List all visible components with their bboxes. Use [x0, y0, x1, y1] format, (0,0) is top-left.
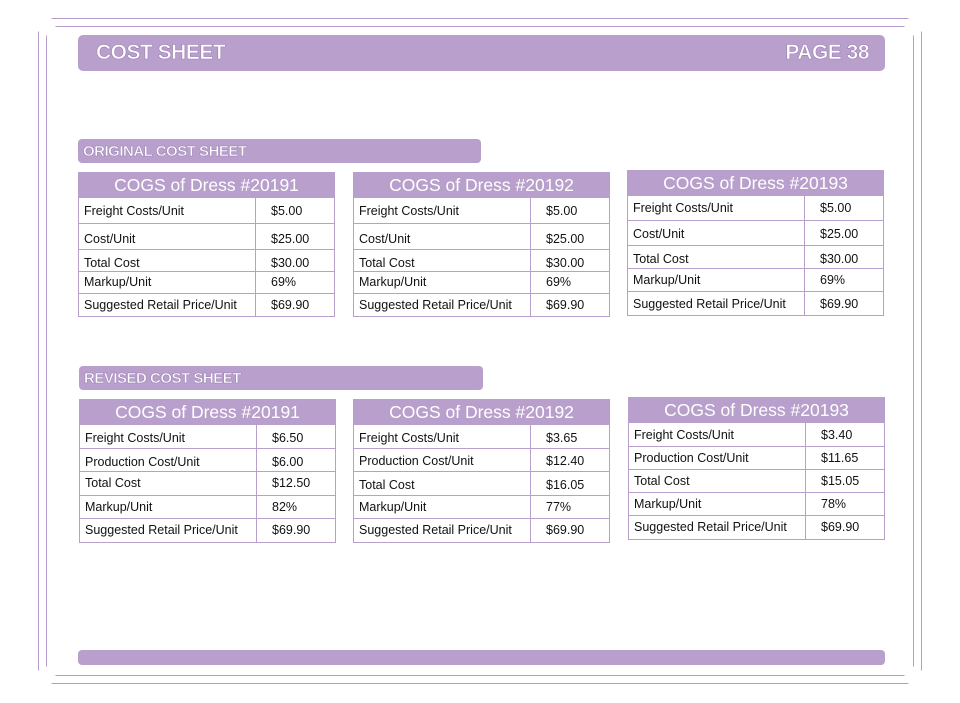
row-value: 69% [820, 273, 846, 287]
page-header [78, 35, 885, 71]
row-label: Suggested Retail Price/Unit [628, 292, 805, 315]
table-row [629, 446, 884, 469]
table-row [354, 223, 609, 249]
row-label: Markup/Unit [628, 269, 805, 291]
table-row [354, 197, 609, 223]
row-value: $3.40 [821, 428, 853, 442]
row-value: $3.65 [546, 431, 578, 445]
row-label: Markup/Unit [354, 272, 531, 293]
row-label: Markup/Unit [354, 496, 531, 518]
row-value: 69% [546, 275, 572, 289]
row-label: Production Cost/Unit [629, 447, 806, 469]
row-value: $30.00 [271, 256, 310, 270]
table-row [354, 448, 609, 471]
row-label: Cost/Unit [79, 224, 256, 249]
row-value: $69.90 [546, 298, 585, 312]
row-label: Suggested Retail Price/Unit [629, 516, 806, 539]
row-value: $11.65 [821, 451, 859, 465]
row-value: $6.50 [272, 431, 304, 445]
row-label: Cost/Unit [354, 224, 531, 249]
table-row [354, 495, 609, 518]
revised-section-label: REVISED COST SHEET [84, 370, 241, 387]
row-label: Suggested Retail Price/Unit [354, 294, 531, 316]
page-title: COST SHEET [96, 41, 226, 64]
row-label: Suggested Retail Price/Unit [354, 519, 531, 542]
table-row [629, 515, 884, 539]
row-label: Freight Costs/Unit [354, 425, 531, 448]
row-label: Total Cost [80, 472, 257, 495]
table-row [80, 424, 335, 448]
table-row [354, 471, 609, 495]
table-row [80, 471, 335, 495]
row-value: $69.90 [271, 298, 310, 312]
table-row [628, 245, 883, 268]
table-row [629, 492, 884, 515]
table-row [354, 271, 609, 293]
row-label: Markup/Unit [79, 272, 256, 293]
row-value: $5.00 [820, 201, 852, 215]
table-row [629, 422, 884, 446]
row-label: Total Cost [354, 250, 531, 271]
row-value: $25.00 [271, 232, 310, 246]
table-title: COGS of Dress #20193 [629, 398, 884, 422]
row-value: $15.05 [821, 474, 860, 488]
revised-table-20191 [79, 399, 336, 543]
row-value: $16.05 [546, 478, 585, 492]
row-value: $12.40 [546, 454, 585, 468]
table-row [628, 268, 883, 291]
original-section-label: ORIGINAL COST SHEET [83, 143, 247, 160]
row-label: Cost/Unit [628, 221, 805, 245]
row-label: Freight Costs/Unit [354, 198, 531, 223]
table-title: COGS of Dress #20191 [80, 400, 335, 424]
row-label: Total Cost [79, 250, 256, 271]
row-value: $69.90 [546, 523, 585, 537]
row-value: $69.90 [821, 520, 860, 534]
row-value: $6.00 [272, 455, 304, 469]
row-label: Freight Costs/Unit [80, 425, 257, 448]
row-label: Total Cost [629, 470, 806, 492]
table-row [80, 495, 335, 518]
original-table-20191 [78, 172, 335, 317]
table-row [79, 293, 334, 316]
row-value: $25.00 [546, 232, 585, 246]
table-row [79, 249, 334, 271]
row-value: $25.00 [820, 227, 859, 241]
table-title: COGS of Dress #20191 [79, 173, 334, 197]
row-label: Freight Costs/Unit [79, 198, 256, 223]
row-value: 82% [272, 500, 298, 514]
row-label: Markup/Unit [80, 496, 257, 518]
revised-section-bar [79, 366, 483, 390]
table-title: COGS of Dress #20192 [354, 173, 609, 197]
row-value: 77% [546, 500, 572, 514]
row-value: $5.00 [271, 204, 303, 218]
table-row [354, 518, 609, 542]
table-row [79, 271, 334, 293]
table-row [79, 223, 334, 249]
table-row [80, 448, 335, 471]
row-label: Freight Costs/Unit [629, 423, 806, 446]
table-row [629, 469, 884, 492]
table-title: COGS of Dress #20193 [628, 171, 883, 195]
row-label: Markup/Unit [629, 493, 806, 515]
page-number: PAGE 38 [785, 41, 869, 64]
table-row [354, 424, 609, 448]
page-frame-inner [46, 26, 914, 676]
row-value: 69% [271, 275, 297, 289]
table-row [354, 293, 609, 316]
table-row [628, 291, 883, 315]
row-label: Production Cost/Unit [80, 449, 257, 471]
table-row [80, 518, 335, 542]
row-value: 78% [821, 497, 847, 511]
revised-table-20193 [628, 397, 885, 540]
original-table-20193 [627, 170, 884, 316]
revised-table-20192 [353, 399, 610, 543]
footer-bar [78, 650, 885, 665]
row-value: $30.00 [546, 256, 585, 270]
row-label: Total Cost [354, 472, 531, 495]
row-value: $69.90 [820, 297, 859, 311]
row-label: Production Cost/Unit [354, 449, 531, 471]
row-label: Total Cost [628, 246, 805, 268]
row-label: Suggested Retail Price/Unit [80, 519, 257, 542]
row-label: Suggested Retail Price/Unit [79, 294, 256, 316]
row-value: $69.90 [272, 523, 311, 537]
row-value: $12.50 [272, 476, 311, 490]
table-title: COGS of Dress #20192 [354, 400, 609, 424]
table-row [79, 197, 334, 223]
row-label: Freight Costs/Unit [628, 196, 805, 220]
row-value: $30.00 [820, 252, 859, 266]
table-row [628, 220, 883, 245]
table-row [628, 195, 883, 220]
table-row [354, 249, 609, 271]
row-value: $5.00 [546, 204, 578, 218]
original-table-20192 [353, 172, 610, 317]
original-section-bar [78, 139, 481, 163]
